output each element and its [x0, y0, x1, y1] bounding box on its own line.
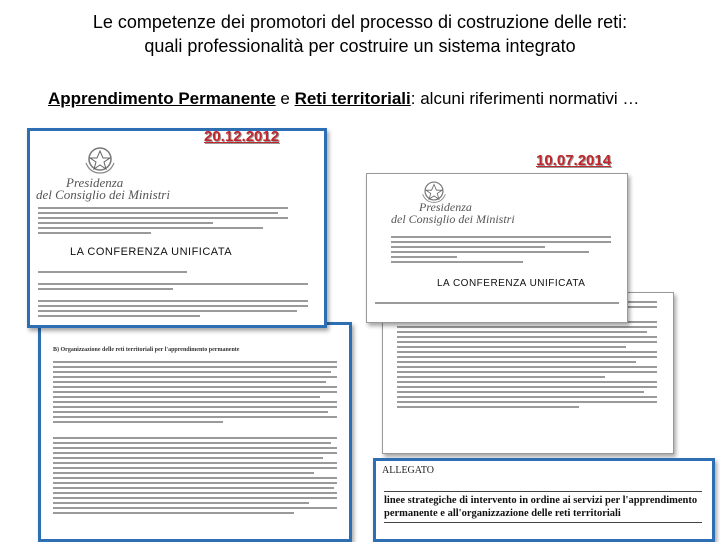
doc-left-body: [38, 271, 308, 320]
subtitle-rest: : alcuni riferimenti normativi …: [410, 89, 640, 108]
title-line-2: quali professionalità per costruire un sistema integrato: [144, 36, 576, 56]
org-name-line-1: Presidenza: [419, 200, 472, 214]
subtitle-separator: e: [275, 89, 295, 108]
subtitle-apprendimento: Apprendimento Permanente: [48, 89, 276, 108]
subtitle-reti: Reti territoriali: [294, 89, 411, 108]
title-line-1: Le competenze dei promotori del processo di costruzione delle reti:: [92, 12, 628, 32]
doc-left-page-1: [27, 128, 327, 328]
allegato-label: ALLEGATO: [382, 465, 435, 476]
allegato-text: linee strategiche di intervento in ordine ai servizi per l'apprendimento permanente e all'organizzazione delle reti territoriali: [384, 491, 702, 523]
slide-subtitle: [48, 89, 639, 109]
doc-right-page-1: [366, 173, 628, 323]
doc-left-intro: [38, 207, 288, 237]
date-right: 10.07.2014: [536, 152, 612, 169]
slide-title: [0, 10, 720, 58]
org-name-line-2: del Consiglio dei Ministri: [391, 212, 515, 226]
date-left: 20.12.2012: [204, 128, 280, 145]
org-name-line-1: Presidenza: [66, 175, 124, 190]
emblem-icon: [82, 143, 118, 175]
doc-left-p2-paragraph-1: [53, 361, 337, 426]
doc-left-page-2: [38, 322, 352, 542]
section-b-heading: B) Organizzazione delle reti territoriali per l'apprendimento permanente: [53, 347, 240, 353]
org-name-line-2: del Consiglio dei Ministri: [36, 187, 170, 202]
conference-heading: LA CONFERENZA UNIFICATA: [70, 246, 233, 258]
doc-right-body: [375, 302, 619, 307]
doc-left-p2-paragraph-2: [53, 437, 337, 517]
doc-right-intro: [391, 236, 611, 266]
conference-heading: LA CONFERENZA UNIFICATA: [437, 278, 586, 289]
allegato-box: [373, 458, 715, 542]
